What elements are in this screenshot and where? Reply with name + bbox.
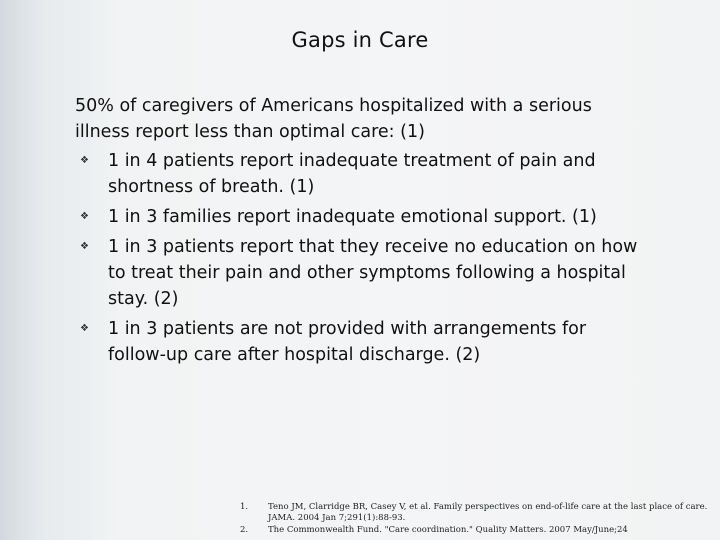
- reference-item: [240, 502, 710, 524]
- bullet-item: [80, 204, 640, 230]
- reference-item: [240, 525, 710, 536]
- reference-number: 1.: [240, 502, 249, 512]
- reference-text: Teno JM, Clarridge BR, Casey V, et al. Family perspectives on end-of-life care at the last place of care. JAMA. 2004 Jan 7;291(1):88-93.: [268, 502, 708, 523]
- references: [240, 502, 710, 537]
- diamond-bullet-icon: ❖: [80, 323, 89, 334]
- slide-title: Gaps in Care: [291, 28, 429, 52]
- reference-text: The Commonwealth Fund. "Care coordination." Quality Matters. 2007 May/June;24: [268, 525, 628, 535]
- bullet-list: [80, 148, 640, 372]
- reference-number: 2.: [240, 525, 249, 535]
- diamond-bullet-icon: ❖: [80, 241, 89, 252]
- bullet-text: 1 in 3 patients report that they receive no education on how to treat their pain and other symptoms following a hospital stay. (2): [108, 237, 638, 309]
- diamond-bullet-icon: ❖: [80, 211, 89, 222]
- bullet-item: [80, 234, 640, 312]
- bullet-text: 1 in 4 patients report inadequate treatment of pain and shortness of breath. (1): [108, 151, 596, 197]
- bullet-text: 1 in 3 families report inadequate emotional support. (1): [108, 207, 597, 227]
- bullet-item: [80, 148, 640, 200]
- bullet-item: [80, 316, 640, 368]
- diamond-bullet-icon: ❖: [80, 155, 89, 166]
- bullet-text: 1 in 3 patients are not provided with arrangements for follow-up care after hospital discharge. (2): [108, 319, 587, 365]
- intro-text: 50% of caregivers of Americans hospitalized with a serious illness report less than optimal care: (1): [75, 96, 592, 142]
